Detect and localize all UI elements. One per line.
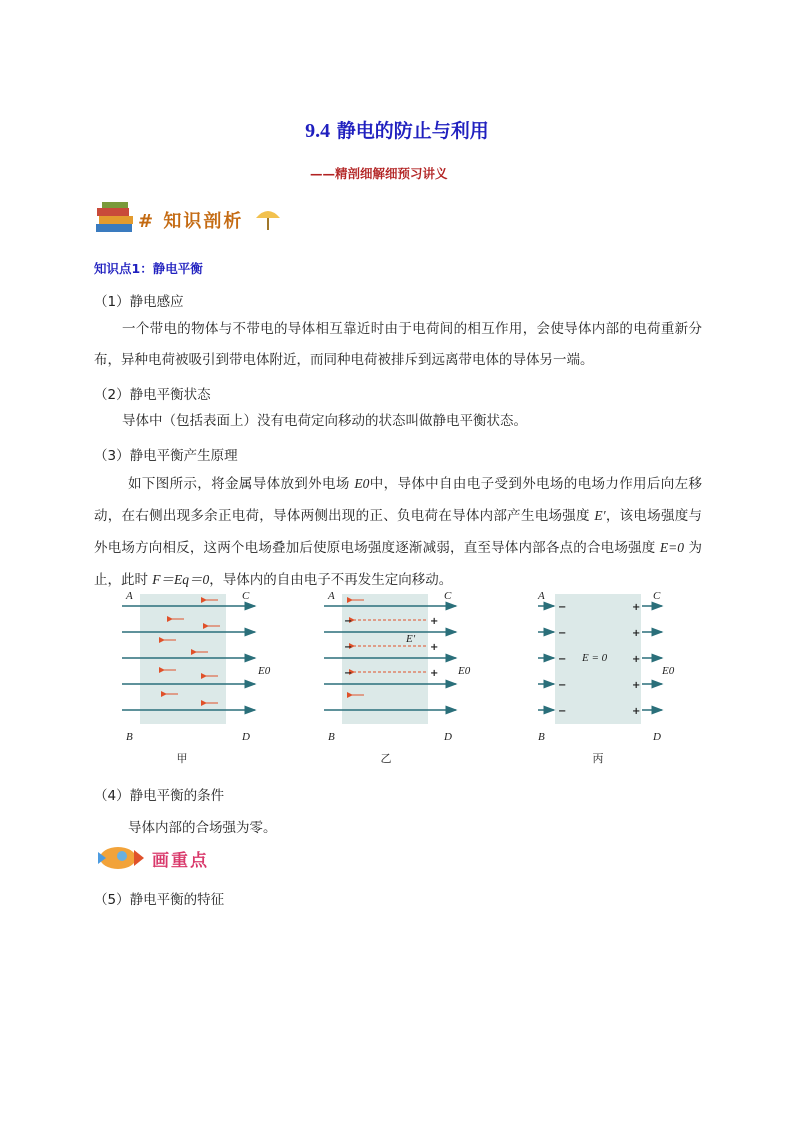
corner-b: B [538, 731, 545, 743]
s3-text-d: 为止，此时 [94, 540, 702, 588]
corner-c: C [444, 590, 452, 602]
section-4-body: 导体内部的合场强为零。 [128, 820, 277, 836]
s3-text-e: ，导体内的自由电子不再发生定向移动。 [209, 572, 453, 588]
plus-charge: + [430, 616, 439, 627]
minus-charge: − [558, 602, 567, 613]
corner-a: A [538, 590, 545, 602]
banner-text: # 知识剖析 [138, 211, 244, 232]
plus-charge: + [632, 680, 641, 691]
panel-yi [324, 590, 471, 765]
umbrella-icon [254, 204, 282, 232]
section-1-heading: （1）静电感应 [94, 294, 184, 310]
section-1-body: 一个带电的物体与不带电的导体相互靠近时由于电荷间的相互作用，会使导体内部的电荷重新分布，异种电荷被吸引到带电体附近，而同种电荷被排斥到远离带电体的导体另一端。 [94, 321, 702, 368]
corner-b: B [328, 731, 335, 743]
rocket-icon [94, 838, 150, 874]
subtitle: ——精剖细解细预习讲义 [310, 166, 448, 181]
section-3-heading: （3）静电平衡产生原理 [94, 448, 238, 464]
s3-e0: E0 [354, 476, 370, 491]
plus-charge: + [632, 628, 641, 639]
electrostatic-figure [110, 582, 680, 772]
s3-text-b: 中，导体中自由电子受到外电场的电场力作用后向左移动，在右侧出现多余正电荷，导体两侧出现的正、负电荷在导体内部产生电场强度 [94, 476, 702, 524]
knowledge-banner [94, 200, 294, 236]
corner-d: D [653, 731, 661, 743]
corner-d: D [242, 731, 250, 743]
field-label: E0 [258, 665, 271, 677]
caption-bing: 丙 [592, 752, 604, 765]
caption-yi: 乙 [380, 752, 392, 765]
corner-c: C [242, 590, 250, 602]
section-3-body [94, 468, 702, 596]
s3-e-zero: E=0 [659, 540, 685, 555]
field-label: E0 [458, 665, 471, 677]
corner-d: D [444, 731, 452, 743]
section-5-heading: （5）静电平衡的特征 [94, 892, 225, 908]
corner-a: A [126, 590, 133, 602]
inner-field-label: E′ [406, 633, 416, 645]
conductor-yi [342, 594, 428, 724]
caption-jia: 甲 [176, 752, 188, 765]
conductor-jia [140, 594, 226, 724]
knowledge-point-heading: 知识点1：静电平衡 [94, 261, 203, 276]
field-label: E0 [662, 665, 675, 677]
section-2-body: 导体中（包括表面上）没有电荷定向移动的状态叫做静电平衡状态。 [122, 413, 527, 429]
section-2-heading: （2）静电平衡状态 [94, 387, 211, 403]
inner-field-label: E = 0 [582, 652, 608, 664]
plus-charge: + [632, 706, 641, 717]
minus-charge: − [344, 616, 353, 627]
minus-charge: − [558, 706, 567, 717]
minus-charge: − [558, 654, 567, 665]
key-point-text: 画重点 [152, 851, 209, 871]
key-point-banner [94, 838, 244, 874]
s3-text-c: ，该电场强度与外电场方向相反，这两个电场叠加后使原电场强度逐渐减弱，直至导体内部各点的合电场强度 [94, 508, 703, 556]
panel-jia [122, 590, 271, 765]
corner-a: A [328, 590, 335, 602]
books-icon [94, 200, 138, 236]
page-title [0, 116, 794, 143]
s3-eprime: E′ [594, 508, 606, 523]
plus-charge: + [430, 668, 439, 679]
corner-c: C [653, 590, 661, 602]
s3-force: F＝Eq＝0 [152, 572, 210, 587]
plus-charge: + [632, 654, 641, 665]
plus-charge: + [632, 602, 641, 613]
minus-charge: − [344, 668, 353, 679]
minus-charge: − [558, 680, 567, 691]
plus-charge: + [430, 642, 439, 653]
s3-text-a: 如下图所示，将金属导体放到外电场 [128, 476, 355, 492]
title-text: 静电的防止与利用 [336, 120, 489, 142]
corner-b: B [126, 731, 133, 743]
panel-bing [537, 590, 675, 765]
section-number: 9.4 [305, 120, 331, 142]
minus-charge: − [344, 642, 353, 653]
minus-charge: − [558, 628, 567, 639]
section-4-heading: （4）静电平衡的条件 [94, 788, 225, 804]
